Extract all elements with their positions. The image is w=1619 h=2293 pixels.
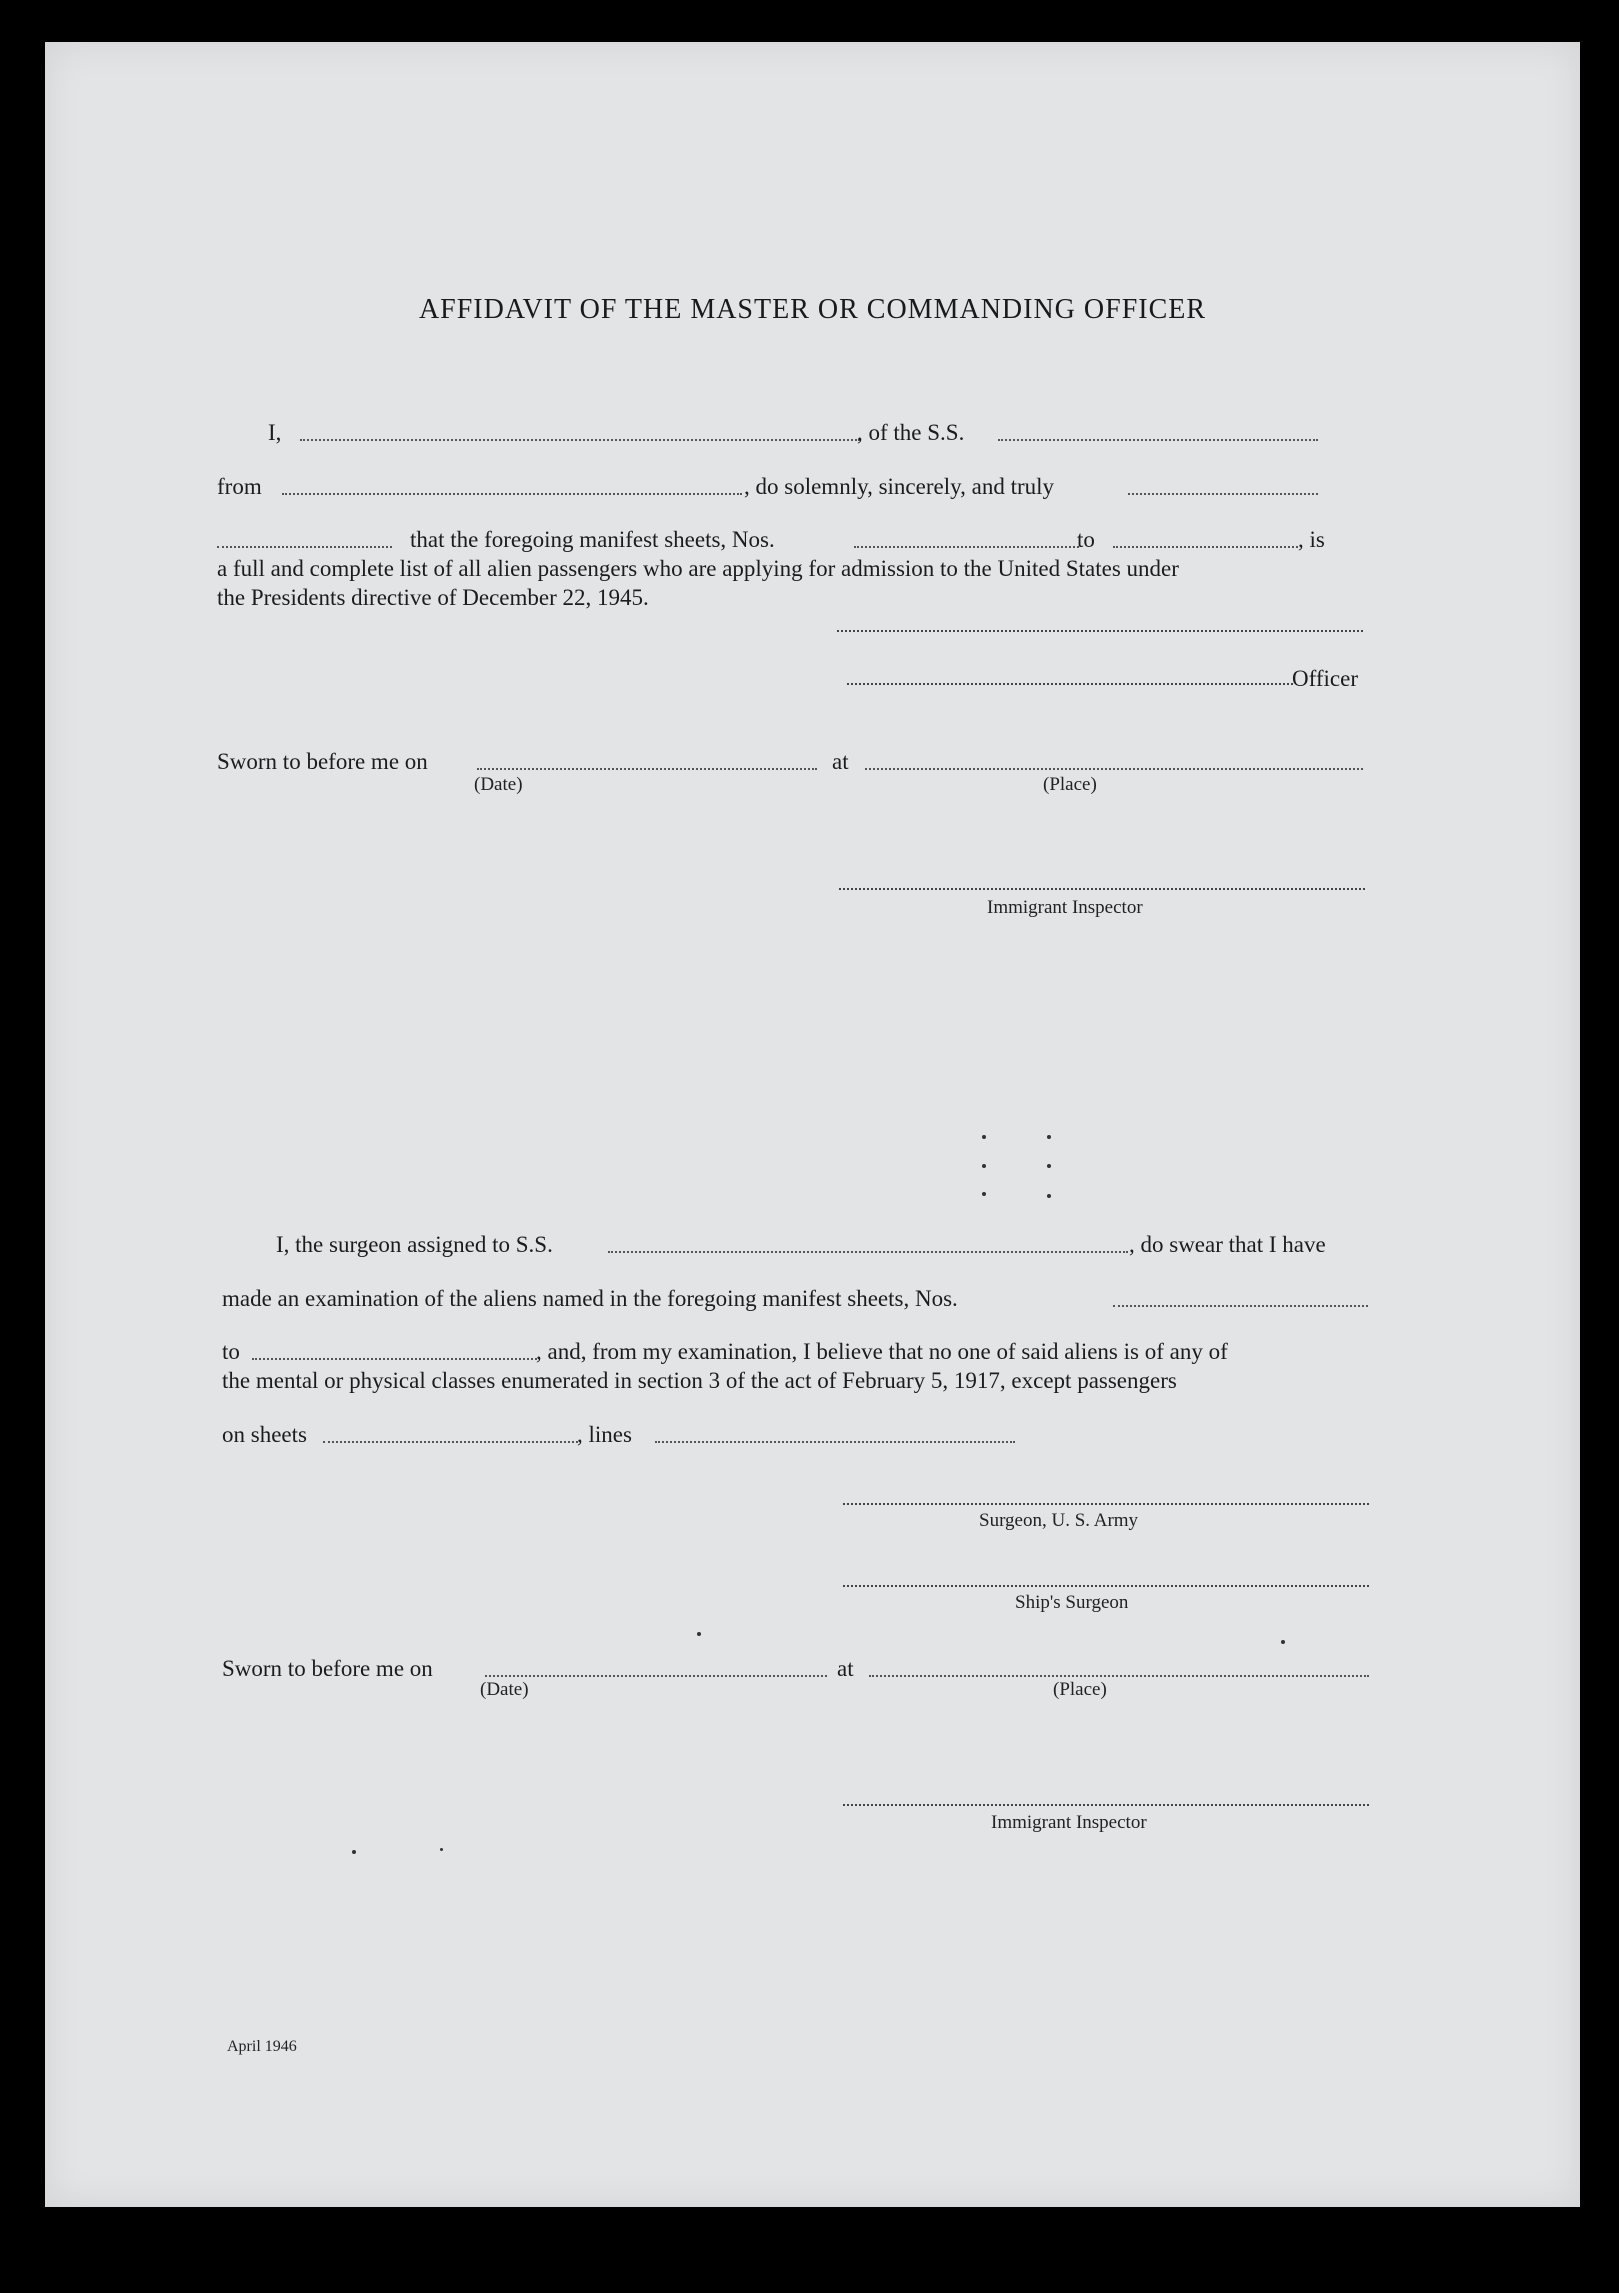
master-line-2 [45,472,1580,502]
ship-name-field[interactable] [998,439,1318,441]
surgeon-line-1 [45,1230,1580,1260]
surgeon-date-caption: (Date) [480,1679,529,1700]
form-page [45,42,1580,2207]
surgeon-line-5 [45,1420,1580,1450]
date-caption: (Date) [474,774,523,795]
text-surgeon-assigned: I, the surgeon assigned to S.S. [276,1232,553,1257]
surgeon-inspector-label: Immigrant Inspector [991,1812,1147,1833]
text-sworn: Sworn to before me on [217,749,428,774]
sworn-place-field[interactable] [865,768,1363,770]
surgeon-line-3 [45,1337,1580,1367]
text-no-one: , and, from my examination, I believe that no one of said aliens is of any of [536,1339,1228,1364]
scan-speck [697,1632,701,1636]
place-caption: (Place) [1043,774,1097,795]
separator-dot [982,1164,986,1168]
surgeon-sheet-from-field[interactable] [1113,1305,1368,1307]
text-of-ss: , of the S.S. [857,420,965,445]
signature-line[interactable] [837,630,1363,632]
sheet-from-field[interactable] [854,546,1079,548]
text-solemnly: , do solemnly, sincerely, and truly [744,474,1055,499]
except-lines-field[interactable] [655,1441,1015,1443]
sworn-date-field[interactable] [477,768,817,770]
army-surgeon-label: Surgeon, U. S. Army [979,1510,1139,1531]
scan-speck [440,1848,443,1851]
inspector-signature-line[interactable] [839,888,1365,890]
text-from: from [217,474,262,499]
text-on-sheets: on sheets [222,1422,307,1447]
surgeon-sheet-to-field[interactable] [252,1358,537,1360]
oath-word-field[interactable] [217,546,392,548]
separator-dot [1047,1164,1051,1168]
master-line-5: the Presidents directive of December 22, 1945. [217,585,649,610]
surgeon-inspector-signature-line[interactable] [843,1804,1369,1806]
name-field[interactable] [300,439,860,441]
officer-signature-line[interactable] [847,683,1293,685]
separator-dot [982,1192,986,1196]
army-surgeon-signature-line[interactable] [843,1503,1369,1505]
text-to: to [1077,527,1095,552]
text-to-surgeon: to [222,1339,240,1364]
surgeon-ship-field[interactable] [608,1251,1128,1253]
text-at: at [832,749,849,774]
ship-surgeon-label: Ship's Surgeon [1015,1592,1129,1613]
separator-dot [982,1135,986,1139]
text-is: , is [1298,527,1325,552]
sheet-to-field[interactable] [1113,546,1298,548]
from-port-field[interactable] [282,493,742,495]
officer-label: Officer [1292,666,1358,691]
form-date: April 1946 [227,2038,297,2055]
master-line-4: a full and complete list of all alien passengers who are applying for admission to the United States under [217,556,1179,581]
text-at-surgeon: at [837,1656,854,1681]
surgeon-sworn-place-field[interactable] [869,1675,1369,1677]
master-line-3 [45,525,1580,555]
text-examination: made an examination of the aliens named in the foregoing manifest sheets, Nos. [222,1286,958,1311]
scan-speck [352,1850,356,1854]
text-lines: , lines [577,1422,632,1447]
ship-surgeon-signature-line[interactable] [843,1585,1369,1587]
except-sheets-field[interactable] [323,1441,578,1443]
surgeon-sworn-date-field[interactable] [485,1675,827,1677]
inspector-label: Immigrant Inspector [987,897,1143,918]
text-manifest: that the foregoing manifest sheets, Nos. [410,527,775,552]
master-sworn-line [45,747,1580,777]
master-line-1 [45,418,1580,448]
surgeon-line-2 [45,1284,1580,1314]
form-title: AFFIDAVIT OF THE MASTER OR COMMANDING OFFICER [418,294,1207,325]
separator-dot [1047,1194,1051,1198]
separator-dot [1047,1135,1051,1139]
surgeon-line-4: the mental or physical classes enumerated in section 3 of the act of February 5, 1917, except passengers [222,1368,1177,1393]
scan-speck [1281,1640,1285,1644]
text-i: I, [268,420,282,445]
surgeon-sworn-line [45,1654,1580,1684]
surgeon-place-caption: (Place) [1053,1679,1107,1700]
text-sworn-surgeon: Sworn to before me on [222,1656,433,1681]
oath-field[interactable] [1128,493,1318,495]
text-do-swear: , do swear that I have [1129,1232,1326,1257]
